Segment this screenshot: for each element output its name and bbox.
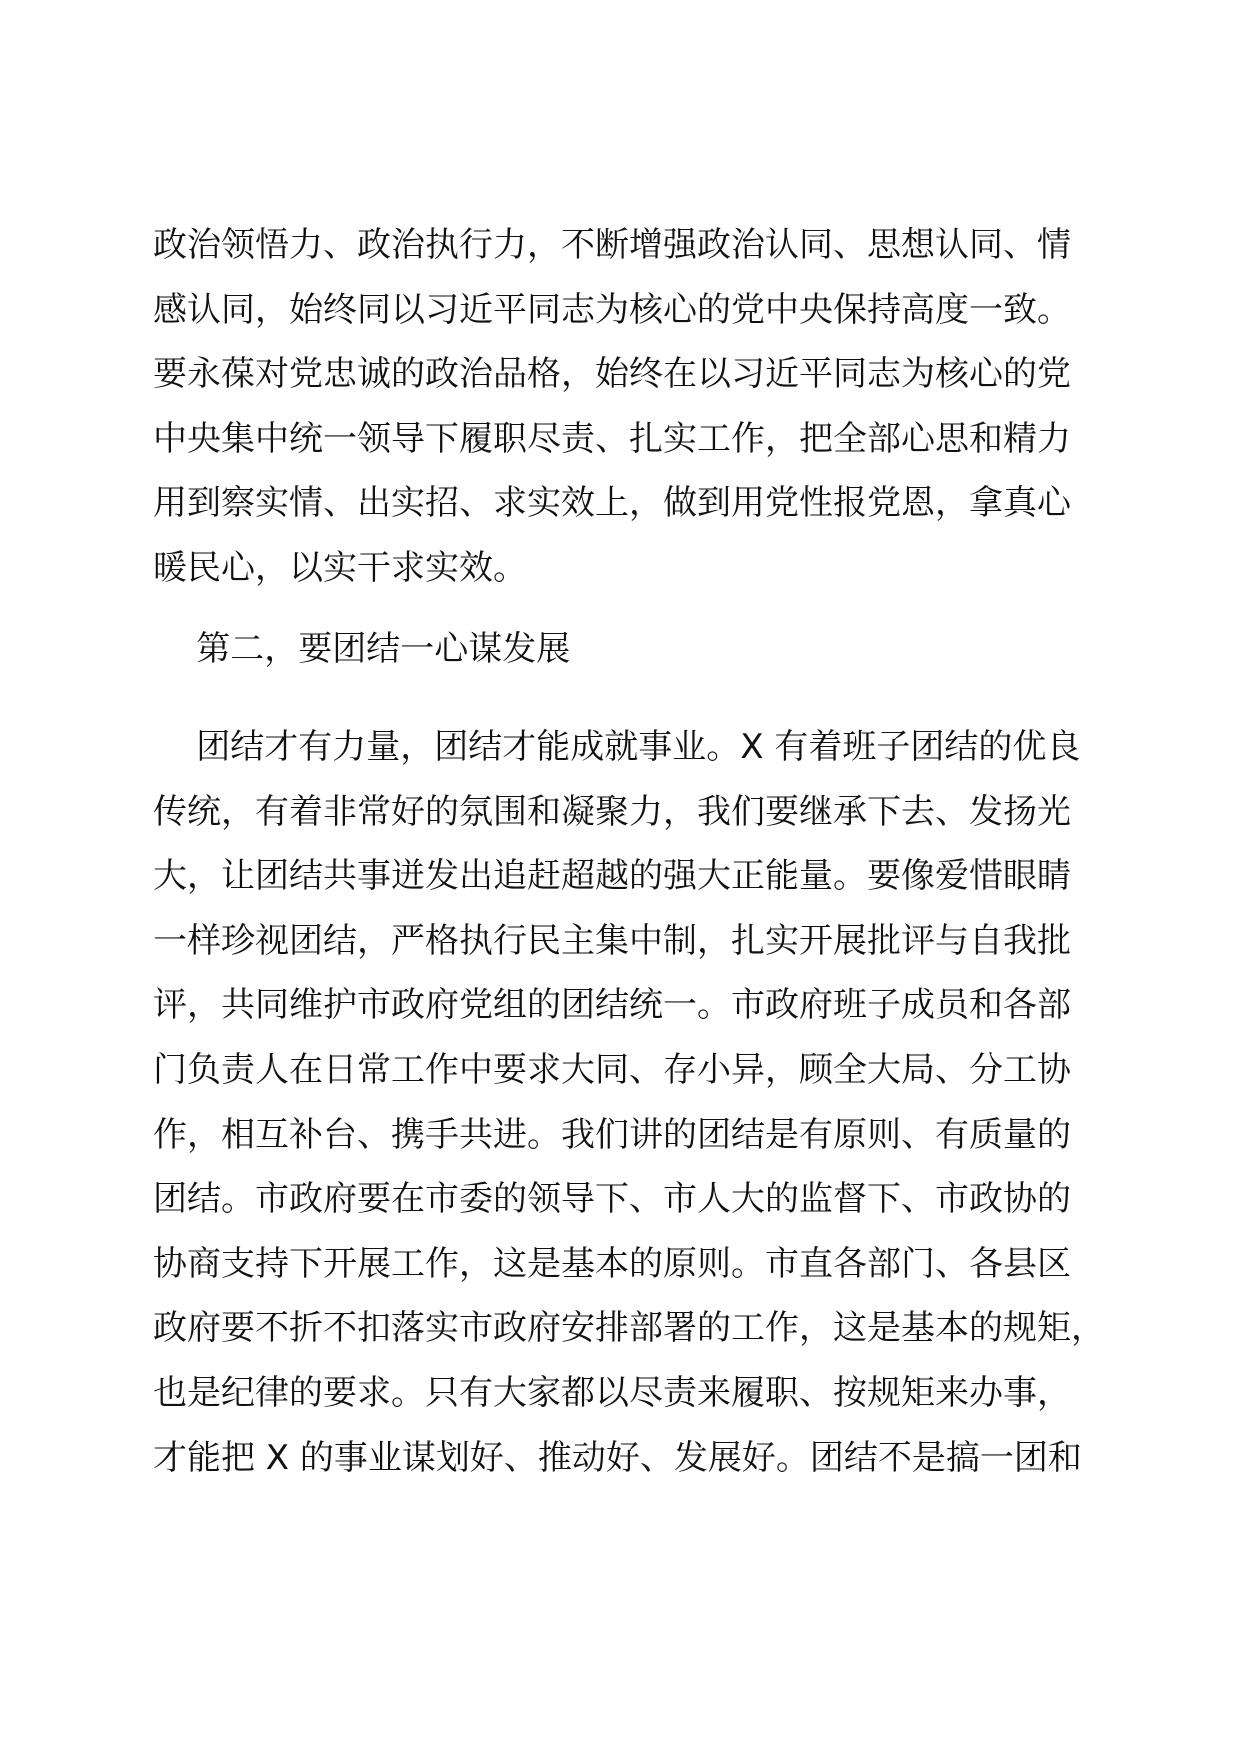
paragraph-line: 团结才有力量，团结才能成就事业。X 有着班子团结的优良 — [153, 727, 1081, 767]
paragraph-line: 评，共同维护市政府党组的团结统一。市政府班子成员和各部 — [153, 985, 1071, 1026]
section-heading-text: 第二，要团结一心谋发展 — [153, 629, 571, 669]
section-heading — [153, 617, 1093, 682]
paragraph-line: 门负责人在日常工作中要求大同、存小异，顾全大局、分工协 — [153, 1049, 1071, 1090]
paragraph-line: 用到察实情、出实招、求实效上，做到用党性报党恩，拿真心 — [153, 483, 1071, 524]
paragraph-line: 中央集中统一领导下履职尽责、扎实工作，把全部心思和精力 — [153, 418, 1071, 459]
paragraph-line: 协商支持下开展工作，这是基本的原则。市直各部门、各县区 — [153, 1243, 1071, 1284]
paragraph-line: 作，相互补台、携手共进。我们讲的团结是有原则、有质量的 — [153, 1114, 1071, 1155]
paragraph-line: 团结。市政府要在市委的领导下、市人大的监督下、市政协的 — [153, 1179, 1071, 1220]
paragraph-line: 一样珍视团结，严格执行民主集中制，扎实开展批评与自我批 — [153, 920, 1071, 961]
paragraph-line: 也是纪律的要求。只有大家都以尽责来履职、按规矩来办事， — [153, 1372, 1071, 1413]
paragraph-line: 感认同，始终同以习近平同志为核心的党中央保持高度一致。 — [153, 289, 1071, 330]
paragraph-line: 政府要不折不扣落实市政府安排部署的工作，这是基本的规矩， — [153, 1308, 1105, 1349]
paragraph-1 — [153, 213, 1093, 601]
paragraph-line: 暖民心，以实干求实效。 — [153, 547, 527, 588]
paragraph-line: 传统，有着非常好的氛围和凝聚力，我们要继承下去、发扬光 — [153, 791, 1071, 832]
paragraph-line: 大，让团结共事迸发出追赶超越的强大正能量。要像爱惜眼睛 — [153, 856, 1071, 897]
paragraph-line: 政治领悟力、政治执行力，不断增强政治认同、思想认同、情 — [153, 225, 1071, 265]
paragraph-line: 才能把 X 的事业谋划好、推动好、发展好。团结不是搞一团和 — [153, 1437, 1082, 1478]
paragraph-2 — [153, 715, 1105, 1490]
paragraph-line: 要永葆对党忠诚的政治品格，始终在以习近平同志为核心的党 — [153, 354, 1071, 395]
